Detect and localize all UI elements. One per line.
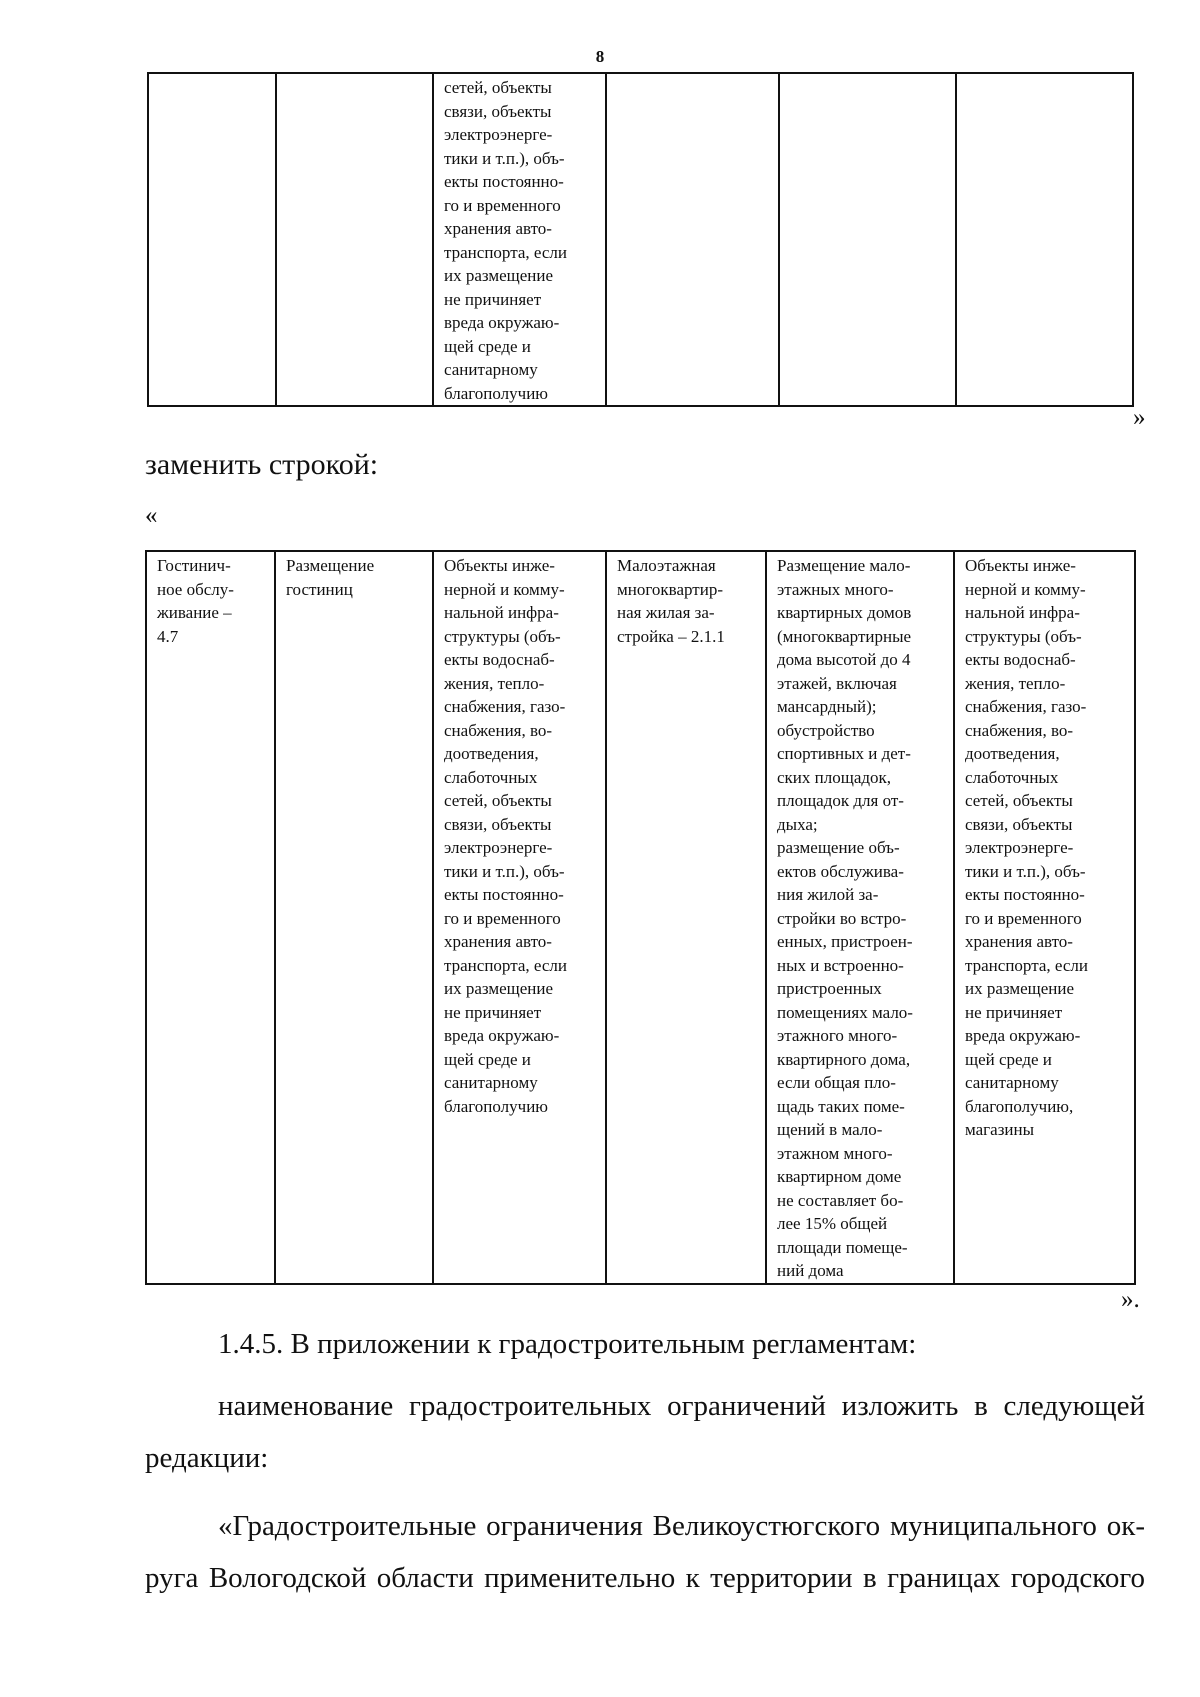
cell-text-line: сетей, объекты: [965, 791, 1073, 810]
cell-text-line: доотведения,: [444, 744, 539, 763]
cell-text-line: санитарному: [444, 360, 538, 379]
cell-text-line: хранения авто-: [444, 932, 552, 951]
cell-text-line: Размещение: [286, 556, 375, 575]
cell-text-line: площади помеще-: [777, 1237, 908, 1257]
cell-text-line: помещениях мало-: [777, 1002, 913, 1022]
cell-text-line: лее 15% общей: [777, 1214, 888, 1233]
cell-text-line: структуры (объ-: [965, 626, 1082, 646]
cell-text-line: Малоэтажная: [617, 556, 716, 575]
table-cell: [606, 551, 766, 1284]
cell-text-line: электроэнерге-: [444, 838, 553, 857]
cell-text-line: ное обслу-: [157, 579, 234, 599]
cell-text-line: спортивных и дет-: [777, 744, 911, 763]
cell-text-line: пристроенных: [777, 979, 882, 998]
cell-text-line: связи, объекты: [965, 814, 1073, 834]
table-cell: [276, 73, 433, 406]
cell-text-line: нерной и комму-: [444, 579, 565, 599]
cell-text-line: ная жилая за-: [617, 603, 715, 622]
cell-text-line: вреда окружаю-: [444, 313, 560, 332]
cell-text-line: снабжения, во-: [965, 720, 1074, 740]
cell-text-line: Гостинич-: [157, 556, 231, 575]
cell-text-line: нерной и комму-: [965, 579, 1086, 599]
cell-text-line: их размещение: [444, 266, 554, 285]
table-cell: [779, 73, 956, 406]
cell-text-line: щей среде и: [965, 1049, 1052, 1069]
cell-text-line: щадь таких поме-: [777, 1096, 905, 1116]
opening-quote: «: [145, 502, 158, 529]
table-new-row: [145, 550, 1136, 1285]
cell-text-line: дыха;: [777, 814, 818, 834]
cell-text-line: мансардный);: [777, 697, 877, 716]
cell-text-line: этажном много-: [777, 1143, 893, 1163]
table-cell: [148, 73, 276, 406]
cell-text-line: снабжения, газо-: [965, 697, 1087, 716]
cell-text-line: гостиниц: [286, 579, 353, 599]
cell-text-line: ских площадок,: [777, 767, 892, 787]
cell-text-line: екты постоянно-: [444, 172, 564, 191]
cell-text-line: сетей, объекты: [444, 791, 552, 810]
cell-text-line: тики и т.п.), объ-: [444, 148, 565, 168]
cell-text-line: хранения авто-: [444, 219, 552, 238]
cell-text-line: их размещение: [965, 979, 1075, 998]
cell-text-line: Объекты инже-: [965, 556, 1076, 575]
paragraph-line: редакции:: [145, 1442, 269, 1474]
cell-text-line: квартирного дома,: [777, 1049, 911, 1069]
cell-text-line: щей среде и: [444, 336, 531, 356]
cell-text-line: жения, тепло-: [444, 673, 545, 693]
cell-text-line: не причиняет: [965, 1002, 1063, 1022]
table-cell: [433, 551, 606, 1284]
cell-text-line: электроэнерге-: [965, 838, 1074, 857]
cell-text-line: екты водоснаб-: [444, 650, 555, 669]
cell-text-line: го и временного: [444, 195, 561, 215]
page-number: 8: [595, 47, 605, 66]
cell-text-line: этажей, включая: [777, 673, 897, 693]
cell-text-line: ных и встроенно-: [777, 955, 904, 975]
cell-text-line: магазины: [965, 1120, 1035, 1139]
cell-text-line: ния жилой за-: [777, 885, 879, 904]
cell-text-line: квартирных домов: [777, 603, 912, 622]
cell-text-line: вреда окружаю-: [444, 1026, 560, 1045]
cell-text-line: многоквартир-: [617, 579, 723, 599]
paragraph: 1.4.5. В приложении к градостроительным регламентам:: [218, 1328, 917, 1360]
cell-text-line: енных, пристроен-: [777, 932, 913, 951]
cell-text-line: размещение объ-: [777, 838, 900, 857]
table-cell: [433, 73, 606, 406]
replace-label: заменить строкой:: [145, 448, 379, 481]
cell-text-line: щений в мало-: [777, 1120, 883, 1139]
cell-text-line: слаботочных: [444, 767, 538, 787]
cell-text-line: жения, тепло-: [965, 673, 1066, 693]
closing-quote: »: [1133, 404, 1146, 431]
cell-text-line: щей среде и: [444, 1049, 531, 1069]
paragraph-line: «Градостроительные ограничения Великоустюгского муниципального ок-: [218, 1510, 1145, 1542]
cell-text-line: екты водоснаб-: [965, 650, 1076, 669]
cell-text-line: живание –: [157, 603, 232, 622]
cell-text-line: обустройство: [777, 720, 875, 740]
cell-text-line: структуры (объ-: [444, 626, 561, 646]
table-cell: [275, 551, 433, 1284]
cell-text-line: санитарному: [965, 1073, 1059, 1092]
cell-text-line: не составляет бо-: [777, 1190, 904, 1210]
paragraph-line: руга Вологодской области применительно к территории в границах городского: [145, 1562, 1145, 1594]
cell-text-line: вреда окружаю-: [965, 1026, 1081, 1045]
cell-text-line: если общая пло-: [777, 1073, 896, 1092]
cell-text-line: стройки во встро-: [777, 908, 907, 928]
paragraph-line: наименование градостроительных ограничений изложить в следующей: [218, 1390, 1145, 1422]
cell-text-line: не причиняет: [444, 1002, 542, 1022]
cell-text-line: екты постоянно-: [965, 885, 1085, 904]
cell-text-line: нальной инфра-: [965, 603, 1080, 622]
cell-text-line: тики и т.п.), объ-: [444, 861, 565, 881]
cell-text-line: транспорта, если: [444, 955, 567, 975]
closing-quote: ».: [1121, 1286, 1140, 1313]
table-cell: [766, 551, 954, 1284]
cell-text-line: ектов обслужива-: [777, 861, 904, 881]
cell-text-line: дома высотой до 4: [777, 650, 911, 669]
cell-text-line: хранения авто-: [965, 932, 1073, 951]
table-cell: [146, 551, 275, 1284]
cell-text-line: санитарному: [444, 1073, 538, 1092]
cell-text-line: их размещение: [444, 979, 554, 998]
cell-text-line: доотведения,: [965, 744, 1060, 763]
table-row: [148, 73, 1133, 406]
table-cell: [954, 551, 1135, 1284]
cell-text-line: го и временного: [444, 908, 561, 928]
cell-text-line: благополучию: [444, 1096, 549, 1116]
cell-text-line: 4.7: [157, 626, 179, 646]
cell-text-line: тики и т.п.), объ-: [965, 861, 1086, 881]
cell-text-line: снабжения, газо-: [444, 697, 566, 716]
cell-text-line: екты постоянно-: [444, 885, 564, 904]
cell-text-line: благополучию,: [965, 1096, 1074, 1116]
cell-text-line: квартирном доме: [777, 1167, 902, 1186]
cell-text-line: (многоквартирные: [777, 626, 912, 646]
cell-text-line: снабжения, во-: [444, 720, 553, 740]
table-fragment: [147, 72, 1134, 407]
cell-text-line: Размещение мало-: [777, 556, 911, 575]
cell-text-line: этажного много-: [777, 1026, 898, 1045]
cell-text-line: нальной инфра-: [444, 603, 559, 622]
cell-text-line: слаботочных: [965, 767, 1059, 787]
cell-text-line: электроэнерге-: [444, 125, 553, 144]
cell-text-line: транспорта, если: [965, 955, 1088, 975]
cell-text-line: Объекты инже-: [444, 556, 555, 575]
table-cell: [956, 73, 1133, 406]
table-row: [146, 551, 1135, 1284]
cell-text-line: сетей, объекты: [444, 78, 552, 97]
cell-text-line: ний дома: [777, 1261, 844, 1280]
cell-text-line: не причиняет: [444, 289, 542, 309]
cell-text-line: благополучию: [444, 383, 549, 403]
cell-text-line: го и временного: [965, 908, 1082, 928]
cell-text-line: связи, объекты: [444, 814, 552, 834]
table-cell: [606, 73, 779, 406]
cell-text-line: этажных много-: [777, 579, 894, 599]
cell-text-line: транспорта, если: [444, 242, 567, 262]
cell-text-line: площадок для от-: [777, 791, 904, 810]
cell-text-line: связи, объекты: [444, 101, 552, 121]
cell-text-line: стройка – 2.1.1: [617, 626, 725, 646]
